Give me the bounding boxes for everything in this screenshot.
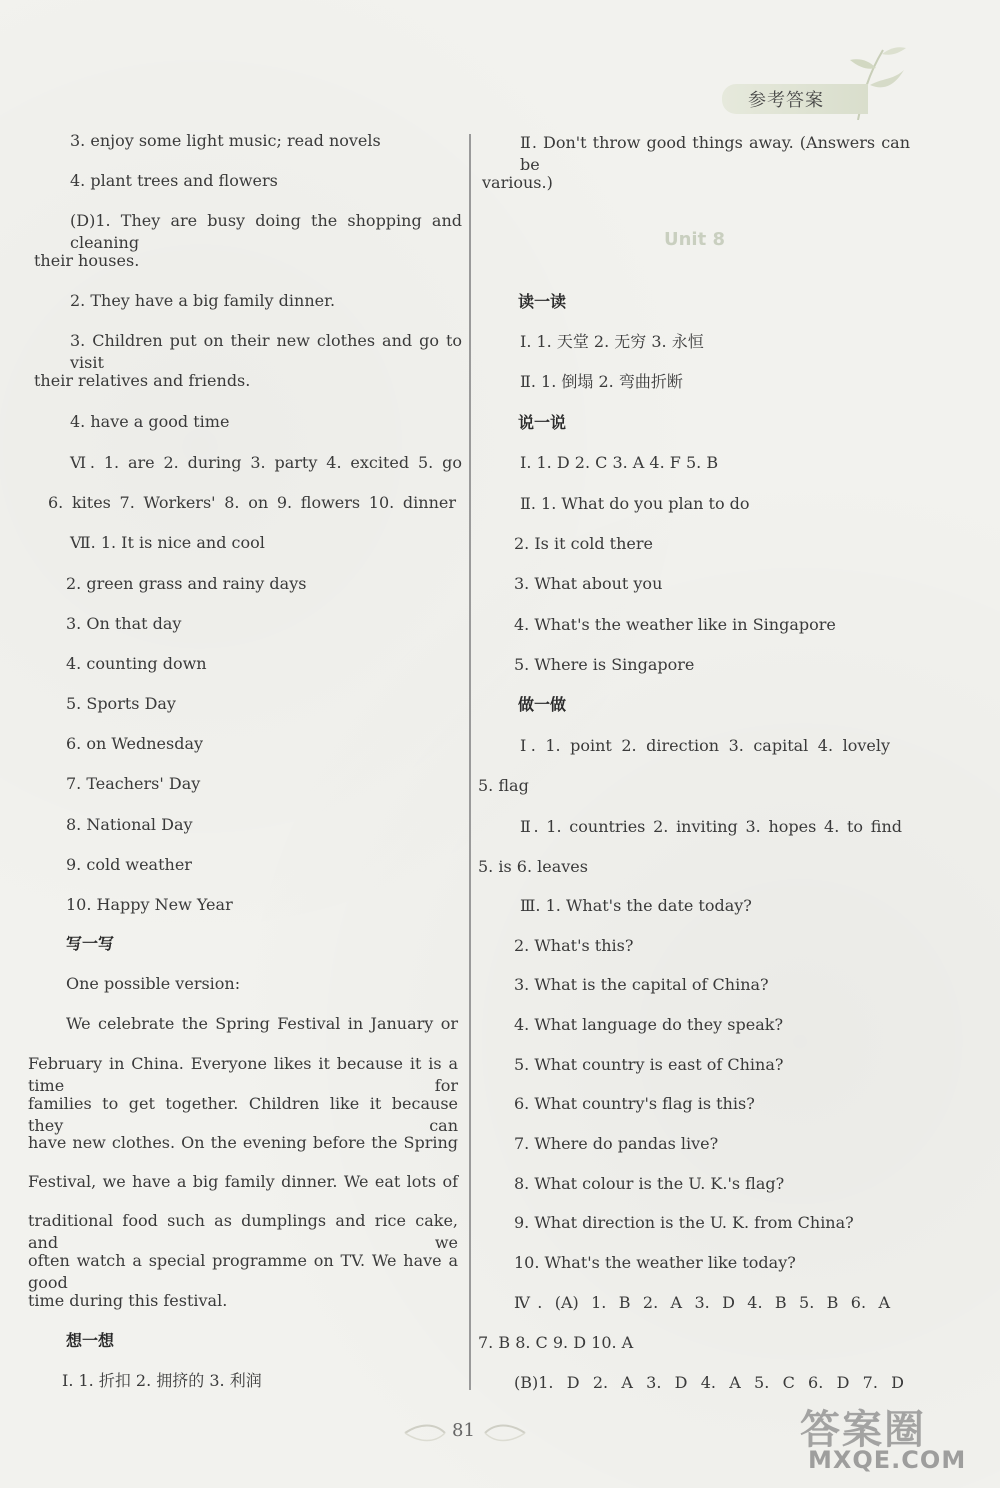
right-line: 5. What country is east of China? [514, 1055, 784, 1074]
section-heading: 想一想 [66, 1331, 115, 1350]
left-line: We celebrate the Spring Festival in January or [66, 1014, 458, 1033]
left-line: 3. Children put on their new clothes and go to visit [70, 331, 462, 372]
watermark-url: MXQE.COM [808, 1446, 967, 1474]
right-line: 5. Where is Singapore [514, 655, 695, 674]
right-line: various.) [482, 173, 553, 192]
left-line: families to get together. Children like it because they can [28, 1094, 458, 1135]
section-heading: 做一做 [518, 695, 567, 714]
right-line: Ⅱ. 1. countries 2. inviting 3. hopes 4. to find [520, 817, 902, 836]
right-line: 7. Where do pandas live? [514, 1134, 719, 1153]
section-heading: 写一写 [66, 934, 115, 953]
left-line: 2. They have a big family dinner. [70, 291, 336, 310]
page-number: 81 [452, 1420, 475, 1441]
left-line: 10. Happy New Year [66, 895, 233, 914]
left-line: their relatives and friends. [34, 371, 251, 390]
header-label: 参考答案 [748, 90, 824, 111]
right-line: 2. What's this? [514, 936, 634, 955]
right-line: Ⅱ. Don't throw good things away. (Answers can be [520, 133, 910, 174]
left-line: February in China. Everyone likes it because it is a time for [28, 1054, 458, 1095]
left-line: 6. kites 7. Workers' 8. on 9. flowers 10. dinner [48, 493, 456, 512]
left-line: 4. plant trees and flowers [70, 171, 278, 190]
right-line: 7. B 8. C 9. D 10. A [478, 1333, 634, 1352]
right-line: 4. What language do they speak? [514, 1015, 784, 1034]
right-line: Ⅳ. (A) 1. B 2. A 3. D 4. B 5. B 6. A [514, 1293, 890, 1312]
left-line: Ⅶ. 1. It is nice and cool [70, 533, 265, 552]
right-line: Ⅰ. 1. D 2. C 3. A 4. F 5. B [520, 453, 719, 472]
left-line: Ⅰ. 1. 折扣 2. 拥挤的 3. 利润 [62, 1371, 262, 1390]
left-line: 4. have a good time [70, 412, 230, 431]
left-line: their houses. [34, 251, 140, 270]
right-line: 8. What colour is the U. K.'s flag? [514, 1174, 785, 1193]
left-line: Ⅵ. 1. are 2. during 3. party 4. excited 5. go [70, 453, 462, 472]
right-line: Ⅰ. 1. point 2. direction 3. capital 4. lovely [520, 736, 890, 755]
left-line: time during this festival. [28, 1291, 228, 1310]
right-line: Ⅰ. 1. 天堂 2. 无穷 3. 永恒 [520, 332, 704, 351]
left-line: 3. On that day [66, 614, 182, 633]
section-heading: 读一读 [518, 292, 567, 311]
right-line: 5. flag [478, 776, 529, 795]
left-line: 4. counting down [66, 654, 207, 673]
right-line: Ⅱ. 1. 倒塌 2. 弯曲折断 [520, 372, 683, 391]
column-divider [469, 134, 471, 1390]
left-line: 6. on Wednesday [66, 734, 204, 753]
left-line: often watch a special programme on TV. We have a good [28, 1251, 458, 1292]
right-line: 3. What about you [514, 574, 663, 593]
left-line: 2. green grass and rainy days [66, 574, 307, 593]
left-line: 9. cold weather [66, 855, 192, 874]
right-line: 4. What's the weather like in Singapore [514, 615, 836, 634]
right-line: Ⅱ. 1. What do you plan to do [520, 494, 750, 513]
right-line: 2. Is it cold there [514, 534, 653, 553]
left-line: One possible version: [66, 974, 241, 993]
right-line: 9. What direction is the U. K. from China? [514, 1213, 854, 1232]
left-line: 7. Teachers' Day [66, 774, 201, 793]
left-line: traditional food such as dumplings and rice cake, and we [28, 1211, 458, 1252]
unit-title: Unit 8 [664, 229, 725, 250]
watermark-brand: 答案圈 [800, 1407, 926, 1453]
right-line: Ⅲ. 1. What's the date today? [520, 896, 752, 915]
right-line: 10. What's the weather like today? [514, 1253, 796, 1272]
right-line: 5. is 6. leaves [478, 857, 588, 876]
left-line: Festival, we have a big family dinner. We eat lots of [28, 1172, 458, 1191]
left-line: 5. Sports Day [66, 694, 176, 713]
right-line: 6. What country's flag is this? [514, 1094, 755, 1113]
left-line: 3. enjoy some light music; read novels [70, 131, 381, 150]
left-line: have new clothes. On the evening before the Spring [28, 1133, 458, 1152]
left-line: (D)1. They are busy doing the shopping and cleaning [70, 211, 462, 252]
section-heading: 说一说 [518, 413, 567, 432]
right-line: 3. What is the capital of China? [514, 975, 769, 994]
left-line: 8. National Day [66, 815, 193, 834]
right-line: (B)1. D 2. A 3. D 4. A 5. C 6. D 7. D [514, 1373, 904, 1392]
